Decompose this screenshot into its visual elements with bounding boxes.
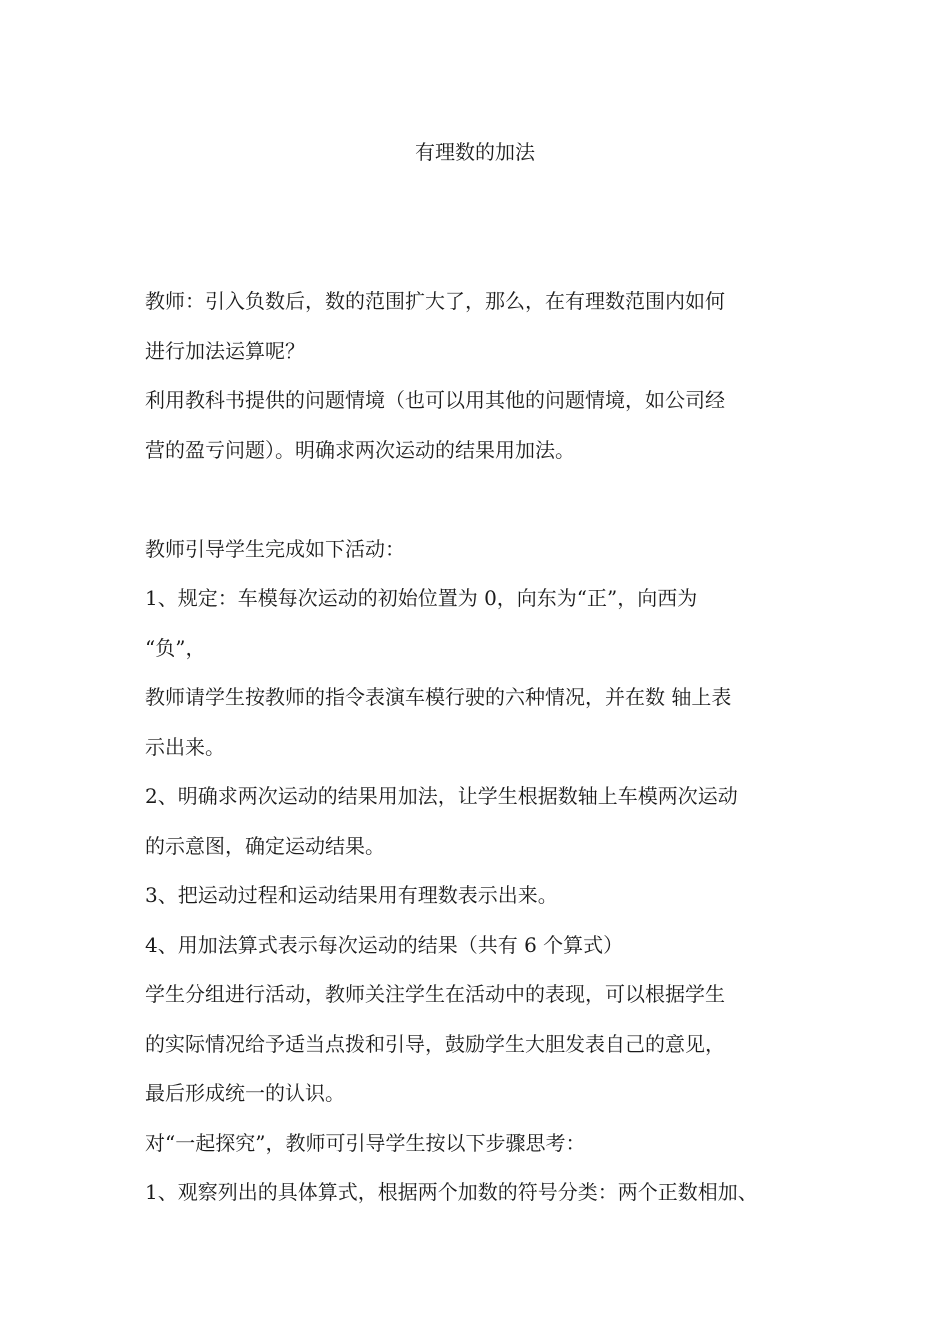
blank-line (145, 484, 835, 534)
paragraph-line: 示出来。 (145, 734, 225, 759)
paragraph-line: 4、用加法算式表示每次运动的结果（共有 6 个算式） (145, 932, 624, 957)
paragraph-line: 进行加法运算呢？ (145, 338, 305, 363)
paragraph-line: 的示意图，确定运动结果。 (145, 833, 385, 858)
paragraph-line: 3、把运动过程和运动结果用有理数表示出来。 (145, 883, 558, 907)
document-body (145, 286, 835, 1227)
paragraph-line: 教师请学生按教师的指令表演车模行驶的六种情况，并在数 轴上表 (145, 685, 732, 709)
paragraph-line: 1、规定：车模每次运动的初始位置为 0，向东为“正”，向西为 (145, 586, 698, 610)
paragraph-line: 的实际情况给予适当点拨和引导，鼓励学生大胆发表自己的意见， (145, 1031, 725, 1056)
paragraph-line: 营的盈亏问题）。明确求两次运动的结果用加法。 (145, 437, 575, 462)
paragraph-line: 最后形成统一的认识。 (145, 1081, 345, 1105)
paragraph-line: 利用教科书提供的问题情境（也可以用其他的问题情境，如公司经 (145, 388, 725, 412)
paragraph-line: 1、观察列出的具体算式，根据两个加数的符号分类：两个正数相加、 (145, 1180, 758, 1204)
document-title: 有理数的加法 (415, 140, 535, 164)
paragraph-line: 2、明确求两次运动的结果用加法，让学生根据数轴上车模两次运动 (145, 784, 738, 808)
paragraph-line: 教师引导学生完成如下活动： (145, 536, 405, 561)
paragraph-line: 学生分组进行活动，教师关注学生在活动中的表现，可以根据学生 (145, 982, 725, 1006)
paragraph-line: 教师：引入负数后，数的范围扩大了，那么，在有理数范围内如何 (145, 289, 725, 313)
paragraph-line: 对“一起探究”，教师可引导学生按以下步骤思考： (145, 1130, 586, 1155)
paragraph-line: “负”， (145, 635, 206, 660)
